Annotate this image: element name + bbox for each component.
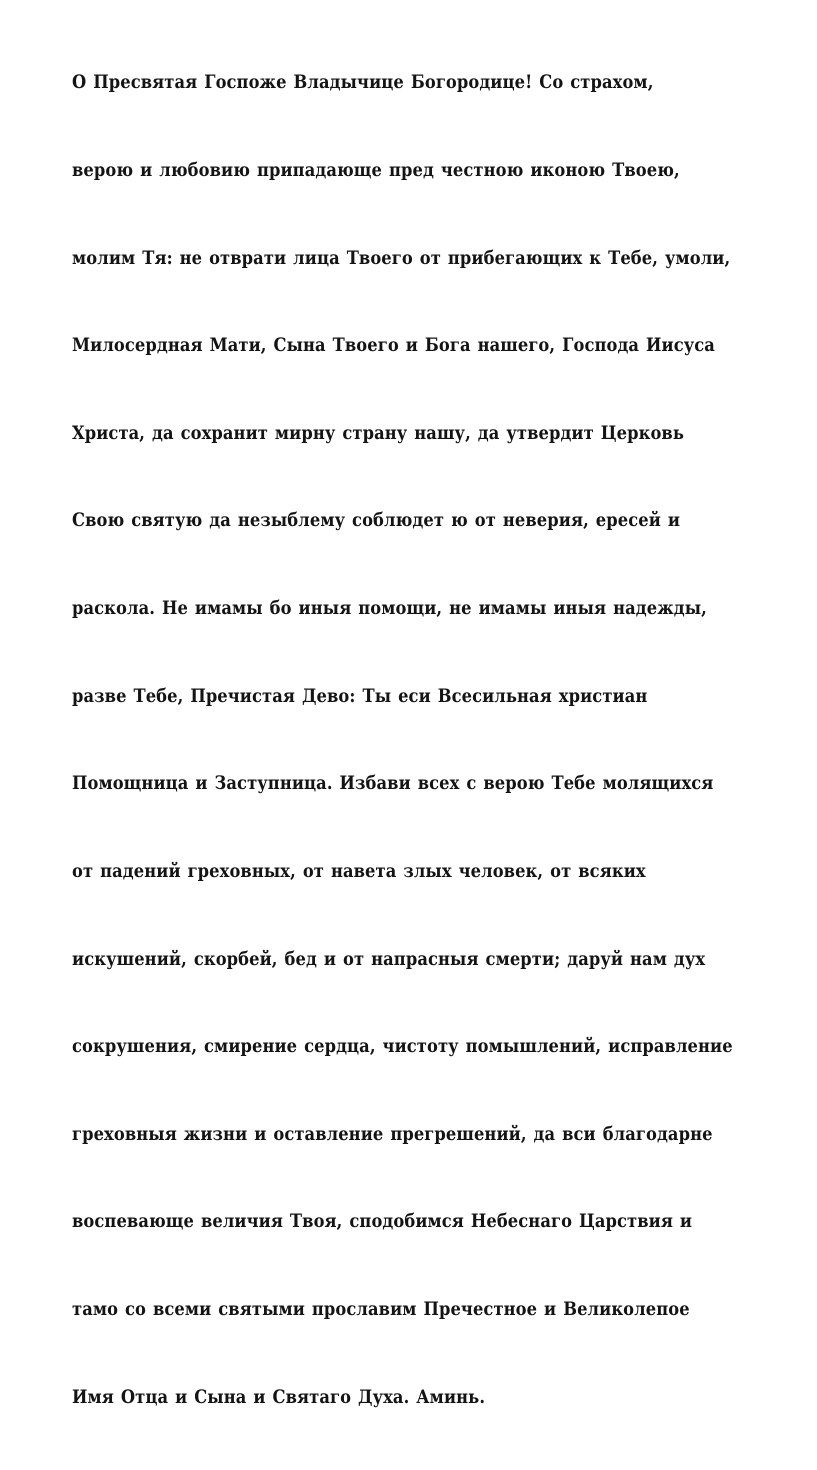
text-line: Христа, да сохранит мирну страну нашу, да утвердит Церковь bbox=[72, 422, 685, 444]
text-line: греховныя жизни и оставление прегрешений, да вси благодарне bbox=[72, 1123, 713, 1145]
text-line: разве Тебе, Пречистая Дево: Ты еси Всесильная христиан bbox=[72, 685, 648, 707]
text-line: раскола. Не имамы бо иныя помощи, не имамы иныя надежды, bbox=[72, 598, 707, 620]
text-line: от падений греховных, от навета злых человек, от всяких bbox=[72, 860, 646, 882]
text-line: воспевающе величия Твоя, сподобимся Небеснаго Царствия и bbox=[72, 1211, 693, 1233]
prayer-text-block bbox=[72, 10, 735, 1470]
text-line: молим Тя: не отврати лица Твоего от прибегающих к Тебе, умоли, bbox=[72, 247, 731, 269]
text-line: искушений, скорбей, бед и от напрасныя смерти; даруй нам дух bbox=[72, 948, 706, 970]
text-line: тамо со всеми святыми прославим Пречестное и Великолепое bbox=[72, 1298, 690, 1320]
text-line: сокрушения, смирение сердца, чистоту помышлений, исправление bbox=[72, 1036, 733, 1058]
text-line: верою и любовию припадающе пред честною иконою Твоею, bbox=[72, 160, 680, 182]
text-line: О Пресвятая Госпоже Владычице Богородице! Со страхом, bbox=[72, 72, 654, 94]
text-line: Милосердная Мати, Сына Твоего и Бога нашего, Господа Иисуса bbox=[72, 335, 715, 357]
text-line: Свою святую да незыблему соблюдет ю от неверия, ересей и bbox=[72, 510, 681, 532]
text-line: Имя Отца и Сына и Святаго Духа. Аминь. bbox=[72, 1386, 486, 1408]
text-line: Помощница и Заступница. Избави всех с верою Тебе молящихся bbox=[72, 773, 714, 795]
